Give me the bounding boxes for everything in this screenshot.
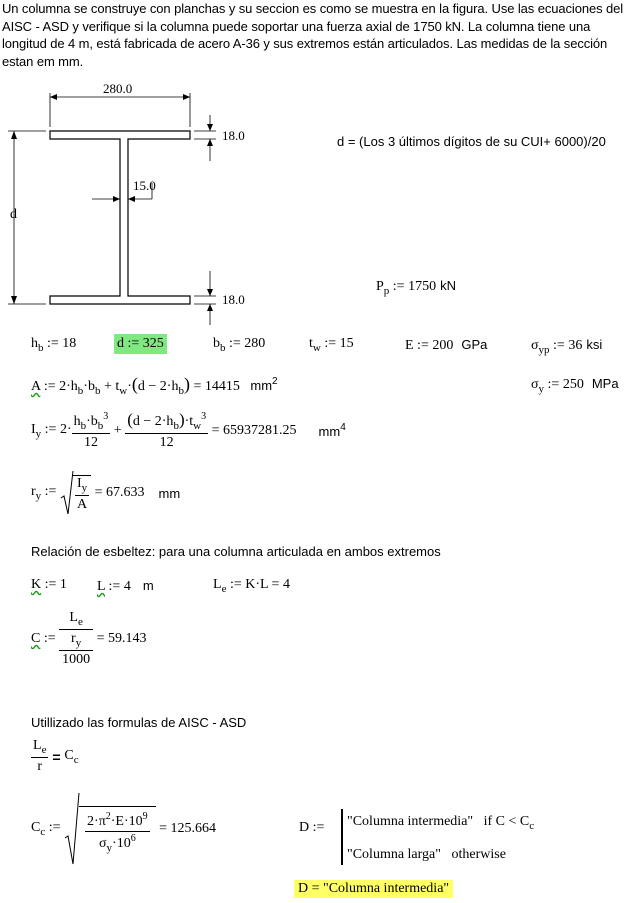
pp-definition: $P_p$ := 1750 kN	[376, 278, 456, 297]
l-definition: L := 4 m	[97, 578, 154, 594]
d-result: D = "Columna intermedia"	[294, 880, 453, 898]
tw-definition: $t_w$ := 15	[309, 336, 354, 354]
bb-definition: $b_b$ := 280	[213, 336, 266, 354]
cc-equation: $C_c$ := $\frac{2\cdot\pi^2\cdot E\cdot 10^9}{\sigma_y\cdot 10^6}$ = 125.664	[31, 792, 216, 866]
syp-definition: $\sigma_{yp}$ := 36 ksi	[531, 337, 603, 356]
hb-definition: $h_b$ := 18	[31, 336, 77, 354]
ry-equation: $r_y$ := $\frac{I_y}{A}$ = 67.633 mm	[31, 470, 180, 516]
aisc-heading: Utillizado las formulas de AISC - ASD	[31, 715, 247, 730]
le-definition: $L_e$ := K·L = 4	[213, 577, 290, 595]
d-line1: "Columna intermedia" if $C < C_c$	[347, 814, 535, 832]
top-flange-thickness-label: 18.0	[222, 128, 245, 143]
i-beam-outline	[50, 131, 190, 304]
web-thickness-label: 15.0	[133, 178, 156, 193]
k-definition: K := 1	[31, 577, 67, 592]
problem-statement: Un columna se construye con planchas y su seccion es como se muestra en la figura. Use las ecuaciones del AISC - ASD y verifique si la columna puede soportar una fuerza axial de 1750 kN. La columna tiene una longitud de 4 m, está fabricada de acero A-36 y sus extremos están articulados. Las medidas de la sección estan em mm.	[2, 1, 624, 69]
d-lhs: D :=	[299, 820, 325, 835]
depth-label: d	[10, 207, 17, 222]
c-equation: C := $\frac{L_e}{\frac{r_y}{1000}}$ = 59.143	[31, 610, 147, 667]
iy-equation: $I_y$ := 2· $\frac{h_b\cdot b_b^3}{12}$ + $\frac{(d - 2\cdot h_b)\cdot t_w^3}{12}$ = 65937281.25 $mm^4$	[31, 410, 346, 450]
area-equation: A := $2\cdot h_b\cdot b_b + t_w\cdot(d - 2\cdot h_b) = 14415$ $mm^2$	[31, 374, 278, 397]
slenderness-heading: Relación de esbeltez: para una columna articulada en ambos extremos	[31, 544, 441, 559]
d-program-bar	[341, 809, 343, 865]
sy-definition: $\sigma_y$ := 250 MPa	[531, 376, 619, 395]
bottom-flange-thickness-label: 18.0	[222, 292, 245, 307]
le-r-equals-cc: $\frac{L_e}{r}$ = $C_c$	[33, 738, 79, 774]
d-line2: "Columna larga" otherwise	[347, 847, 506, 862]
e-definition: E := 200 GPa	[405, 337, 488, 353]
d-definition: d := 325	[114, 334, 167, 354]
flange-width-label: 280.0	[103, 81, 133, 96]
d-note: d = (Los 3 últimos dígitos de su CUI+ 6000)/20	[337, 134, 606, 149]
i-beam-section-figure	[0, 75, 260, 330]
